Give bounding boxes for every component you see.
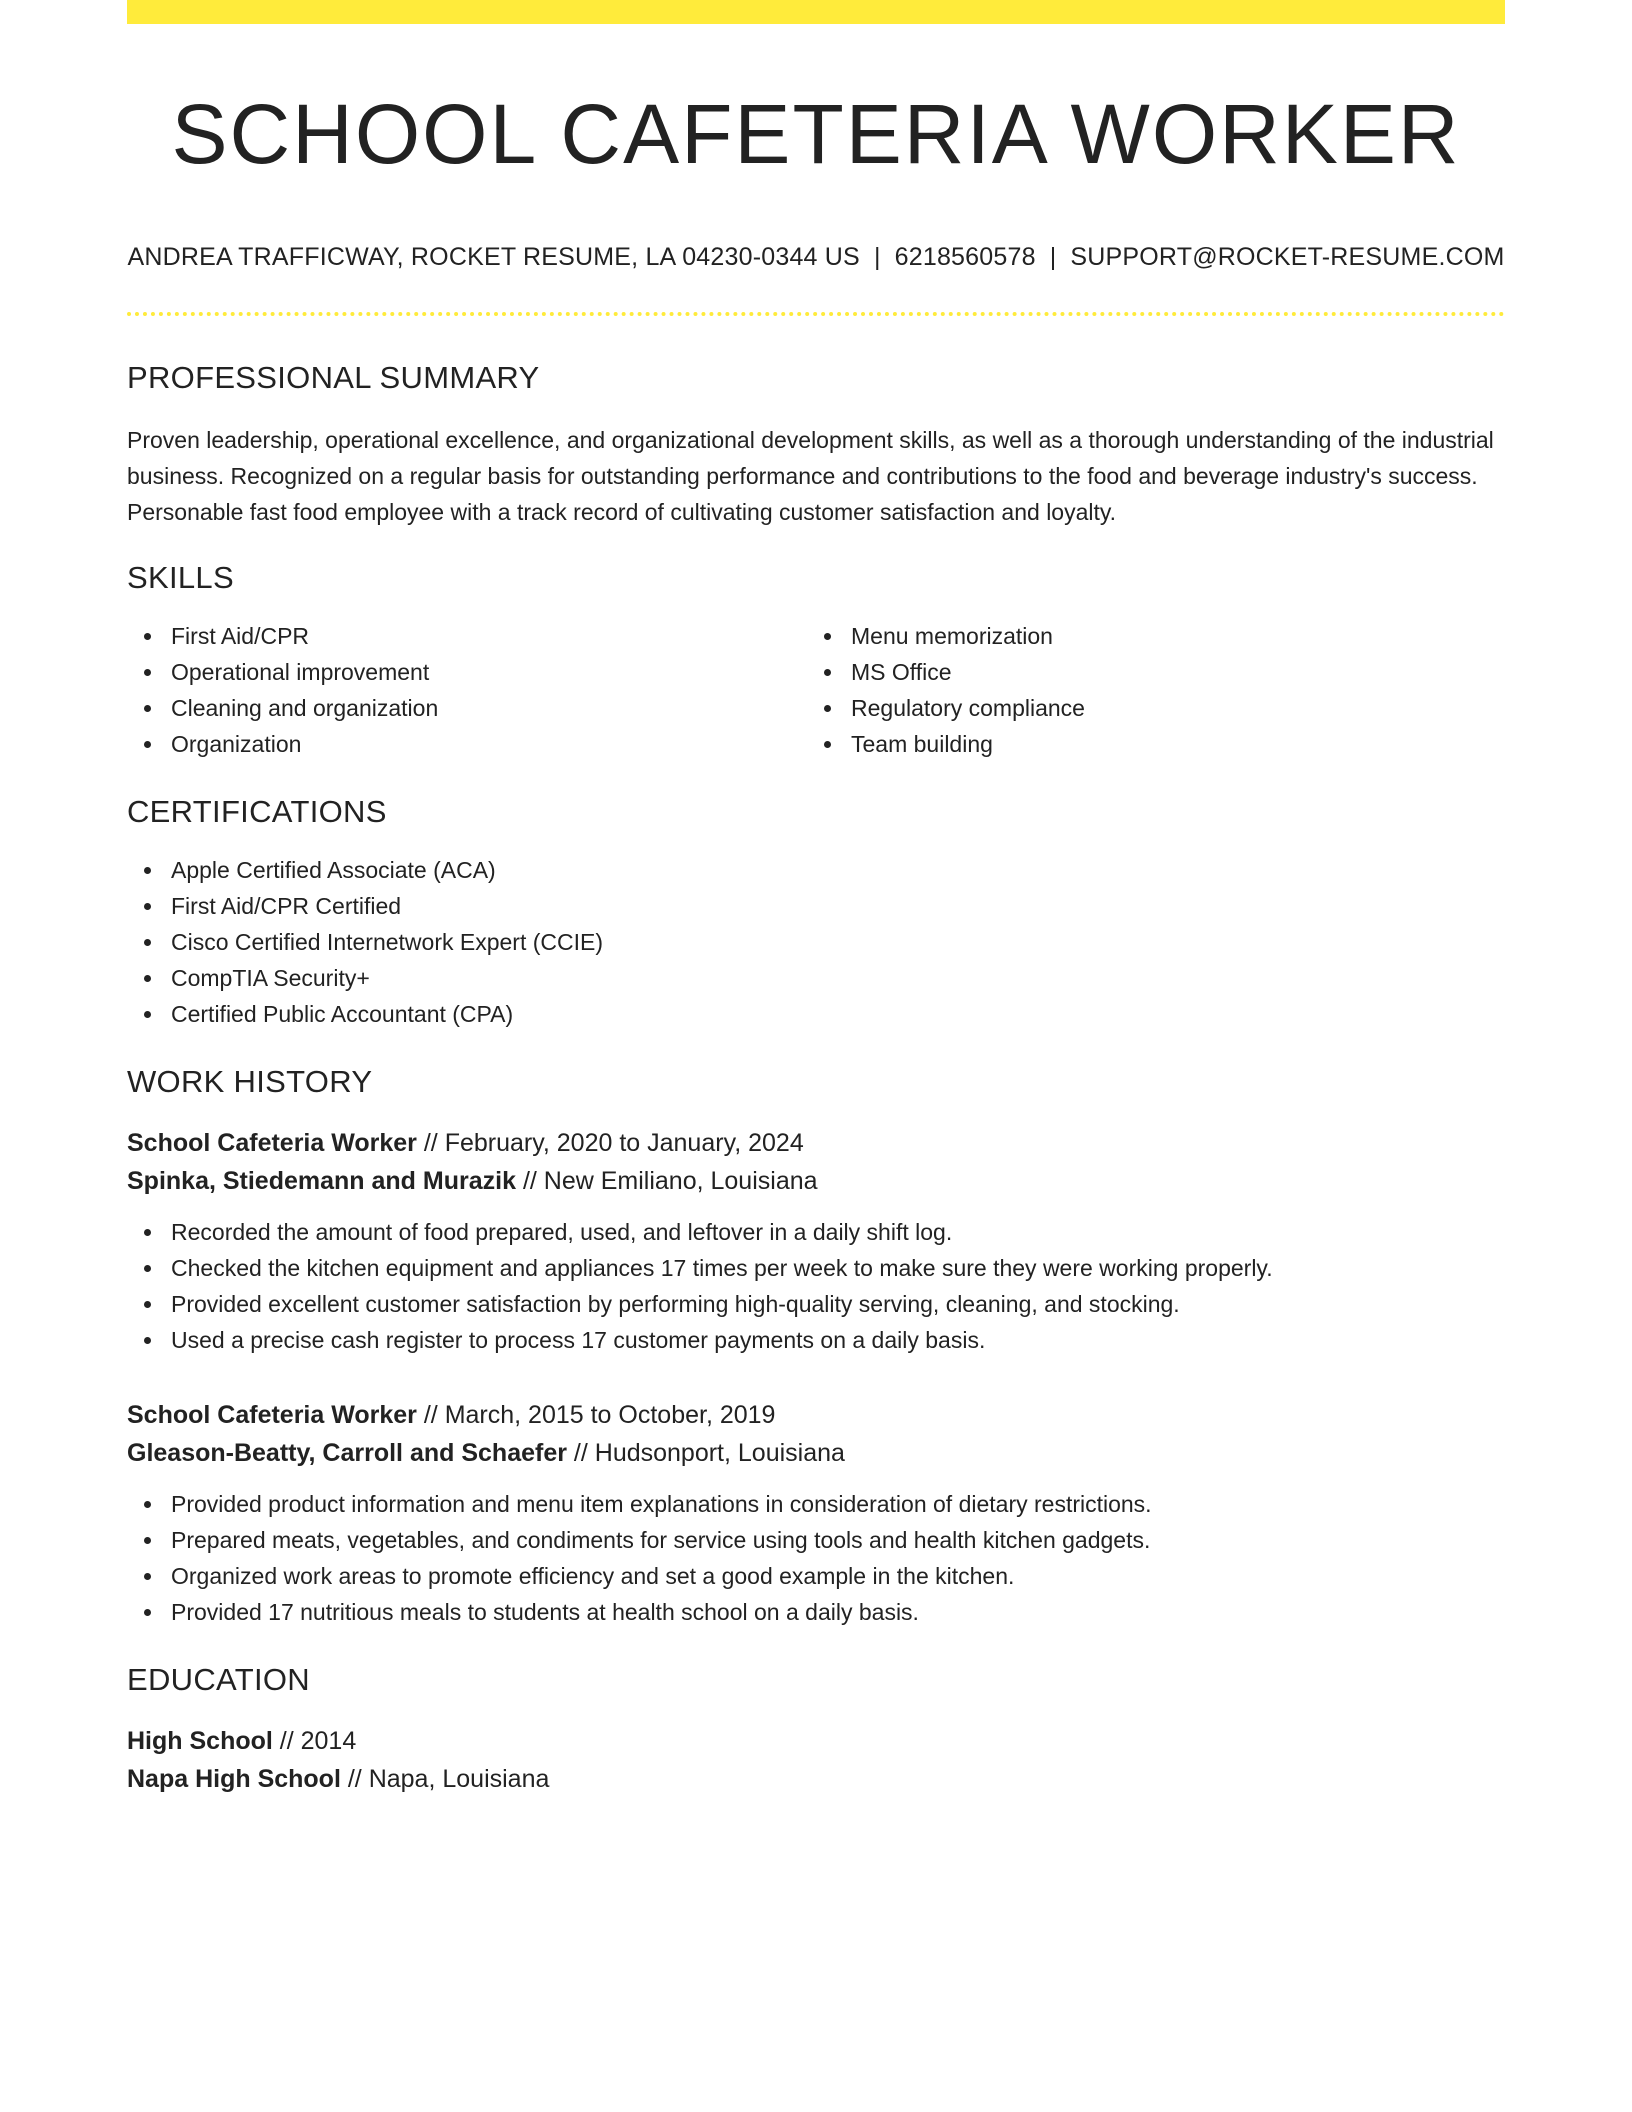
- skill-item: Menu memorization: [851, 618, 1487, 654]
- job-entry: [127, 1396, 1505, 1630]
- skill-item: Cleaning and organization: [171, 690, 807, 726]
- skill-item: Operational improvement: [171, 654, 807, 690]
- certification-item: Cisco Certified Internetwork Expert (CCIE): [171, 924, 1505, 960]
- skill-item: Organization: [171, 726, 807, 762]
- job-company: Gleason-Beatty, Carroll and Schaefer: [127, 1439, 567, 1467]
- job-dates: // February, 2020 to January, 2024: [423, 1129, 804, 1157]
- education-degree: High School: [127, 1727, 273, 1755]
- job-location: // New Emiliano, Louisiana: [522, 1167, 818, 1195]
- skill-item: First Aid/CPR: [171, 618, 807, 654]
- job-location: // Hudsonport, Louisiana: [573, 1439, 845, 1467]
- certification-item: Apple Certified Associate (ACA): [171, 852, 1505, 888]
- certification-item: CompTIA Security+: [171, 960, 1505, 996]
- skills-column-left: [127, 618, 807, 762]
- skills-list: [127, 618, 807, 762]
- job-duty: Recorded the amount of food prepared, used, and leftover in a daily shift log.: [171, 1214, 1505, 1250]
- skill-item: Regulatory compliance: [851, 690, 1487, 726]
- accent-top-bar: [127, 0, 1505, 24]
- section-heading-work-history: WORK HISTORY: [127, 1064, 373, 1099]
- job-duty: Provided excellent customer satisfaction by performing high-quality serving, cleaning, and stocking.: [171, 1286, 1505, 1322]
- job-duties-list: [127, 1214, 1505, 1358]
- contact-email: SUPPORT@ROCKET-RESUME.COM: [1070, 243, 1505, 271]
- job-duty: Used a precise cash register to process 17 customer payments on a daily basis.: [171, 1322, 1505, 1358]
- section-heading-summary: PROFESSIONAL SUMMARY: [127, 360, 540, 395]
- job-entry: [127, 1124, 1505, 1358]
- skill-item: Team building: [851, 726, 1487, 762]
- job-dates: // March, 2015 to October, 2019: [423, 1401, 776, 1429]
- contact-separator: |: [1049, 243, 1057, 271]
- education-location: // Napa, Louisiana: [347, 1765, 550, 1793]
- job-duty: Checked the kitchen equipment and appliances 17 times per week to make sure they were working properly.: [171, 1250, 1505, 1286]
- job-company-line: [127, 1434, 1505, 1472]
- resume-title: SCHOOL CAFETERIA WORKER: [171, 87, 1461, 181]
- job-company: Spinka, Stiedemann and Murazik: [127, 1167, 516, 1195]
- dotted-divider: [127, 312, 1505, 316]
- skills-column-right: [807, 618, 1487, 762]
- job-duty: Provided product information and menu item explanations in consideration of dietary restrictions.: [171, 1486, 1505, 1522]
- job-duty: Provided 17 nutritious meals to students at health school on a daily basis.: [171, 1594, 1505, 1630]
- education-school: Napa High School: [127, 1765, 341, 1793]
- contact-separator: |: [873, 243, 881, 271]
- skills-grid: [127, 618, 1505, 762]
- contact-phone: 6218560578: [894, 243, 1036, 271]
- contact-line: [127, 240, 1505, 274]
- education-degree-line: [127, 1722, 1505, 1760]
- section-heading-certifications: CERTIFICATIONS: [127, 794, 387, 829]
- job-duty: Prepared meats, vegetables, and condiments for service using tools and health kitchen gadgets.: [171, 1522, 1505, 1558]
- education-year: // 2014: [279, 1727, 357, 1755]
- job-company-line: [127, 1162, 1505, 1200]
- job-duty: Organized work areas to promote efficiency and set a good example in the kitchen.: [171, 1558, 1505, 1594]
- job-duties-list: [127, 1486, 1505, 1630]
- certification-item: Certified Public Accountant (CPA): [171, 996, 1505, 1032]
- skill-item: MS Office: [851, 654, 1487, 690]
- job-title: School Cafeteria Worker: [127, 1129, 417, 1157]
- section-heading-education: EDUCATION: [127, 1662, 310, 1697]
- certification-item: First Aid/CPR Certified: [171, 888, 1505, 924]
- job-title: School Cafeteria Worker: [127, 1401, 417, 1429]
- job-title-line: [127, 1396, 1505, 1434]
- job-title-line: [127, 1124, 1505, 1162]
- summary-paragraph: Proven leadership, operational excellence, and organizational development skills, as well as a thorough understanding of the industrial business. Recognized on a regular basis for outstanding performance and contributions to the food and beverage industry's success. Personable fast food employee with a track record of cultivating customer satisfaction and loyalty.: [127, 427, 1494, 525]
- education-school-line: [127, 1760, 1505, 1798]
- resume-page: [127, 0, 1505, 1798]
- section-heading-skills: SKILLS: [127, 560, 234, 595]
- certifications-list: [127, 852, 1505, 1032]
- skills-list: [807, 618, 1487, 762]
- education-entry: [127, 1722, 1505, 1798]
- contact-address: ANDREA TRAFFICWAY, ROCKET RESUME, LA 04230-0344 US: [127, 243, 860, 271]
